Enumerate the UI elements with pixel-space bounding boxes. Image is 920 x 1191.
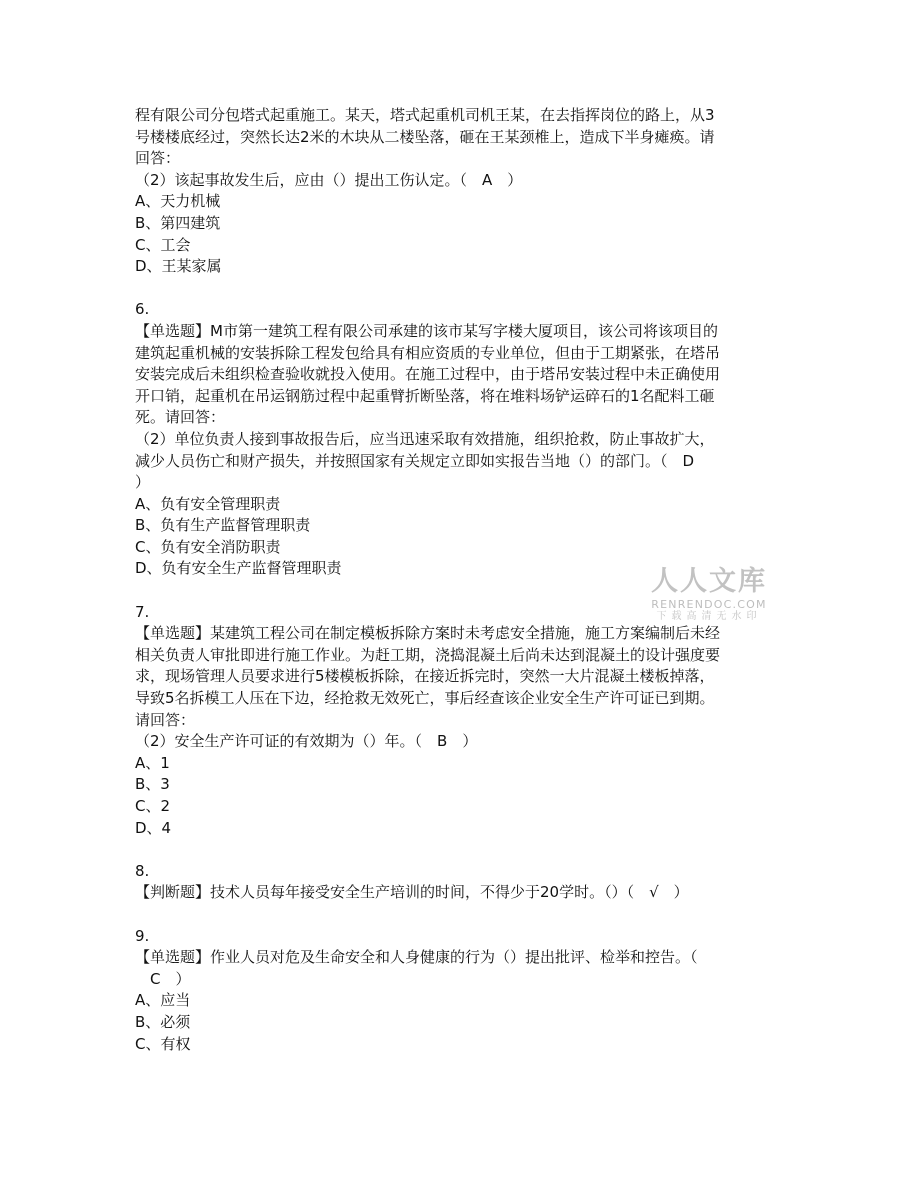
answer-option: C、工会: [135, 235, 191, 254]
answer-option: C、有权: [135, 1034, 191, 1053]
answer-option: B、第四建筑: [135, 213, 221, 232]
question-stem-line: 【单选题】M市第一建筑工程有限公司承建的该市某写字楼大厦项目，该公司将该项目的: [135, 321, 718, 340]
question-stem-line: 死。请回答：: [135, 408, 226, 427]
question-stem-line: 请回答：: [135, 710, 196, 729]
answer-option: C、负有安全消防职责: [135, 537, 281, 556]
answer-option: D、4: [135, 818, 172, 837]
answer-option: B、必须: [135, 1012, 191, 1031]
question-number: 6.: [135, 300, 150, 319]
question-stem-line: 开口销，起重机在吊运钢筋过程中起重臂折断坠落，将在堆料场铲运碎石的1名配料工砸: [135, 386, 715, 405]
watermark: [646, 566, 772, 623]
answer-option: A、应当: [135, 991, 191, 1010]
answer-option: A、天力机械: [135, 192, 221, 211]
question-stem-line: 导致5名拆模工人压在下边，经抢救无效死亡，事后经查该企业安全生产许可证已到期。: [135, 689, 715, 708]
question-number: 8.: [135, 861, 150, 880]
sub-question: ）: [135, 473, 151, 492]
question-stem-line: 程有限公司分包塔式起重施工。某天，塔式起重机司机王某，在去指挥岗位的路上，从3: [135, 106, 715, 124]
question-stem-line: 安装完成后未组织检查验收就投入使用。在施工过程中，由于塔吊安装过程中未正确使用: [135, 365, 721, 384]
question-stem-line: 建筑起重机械的安装拆除工程发包给具有相应资质的专业单位，但由于工期紧张，在塔吊: [135, 343, 721, 362]
answer-option: A、负有安全管理职责: [135, 494, 281, 513]
question-7: [135, 602, 785, 840]
answer-option: D、王某家属: [135, 257, 222, 276]
question-stem-line: C ）: [135, 969, 191, 988]
sub-question: （2）该起事故发生后，应由（）提出工伤认定。（ A ）: [135, 170, 523, 189]
answer-option: B、3: [135, 775, 170, 794]
question-6: [135, 299, 785, 580]
watermark-title: 人人文库: [651, 566, 767, 597]
question-8: [135, 861, 785, 904]
question-stem-line: 号楼楼底经过，突然长达2米的木块从二楼坠落，砸在王某颈椎上，造成下半身瘫痪。请: [135, 127, 715, 146]
watermark-domain: RENRENDOC.COM: [651, 598, 767, 611]
spacer: [135, 278, 785, 300]
question-stem-line: 相关负责人审批即进行施工作业。为赶工期，浇捣混凝土后尚未达到混凝土的设计强度要: [135, 645, 721, 664]
question-9: [135, 926, 785, 1056]
sub-question: （2）单位负责人接到事故报告后，应当迅速采取有效措施，组织抢救，防止事故扩大，: [135, 429, 715, 448]
spacer: [135, 904, 785, 926]
answer-option: C、2: [135, 797, 171, 815]
answer-option: B、负有生产监督管理职责: [135, 516, 311, 535]
spacer: [135, 839, 785, 861]
sub-question: 减少人员伤亡和财产损失，并按照国家有关规定立即如实报告当地（）的部门。（ D: [135, 451, 695, 470]
question-stem-line: 回答：: [135, 149, 181, 168]
answer-option: D、负有安全生产监督管理职责: [135, 559, 342, 578]
question-stem-line: 【判断题】技术人员每年接受安全生产培训的时间，不得少于20学时。（）（ √ ）: [135, 883, 689, 902]
question-5-continued: [135, 105, 785, 278]
question-number: 9.: [135, 926, 150, 945]
watermark-subtitle: 下载高清无水印: [656, 611, 762, 622]
sub-question: （2）安全生产许可证的有效期为（）年。（ B ）: [135, 732, 478, 751]
question-number: 7.: [135, 602, 150, 621]
question-stem-line: 【单选题】某建筑工程公司在制定模板拆除方案时未考虑安全措施，施工方案编制后未经: [135, 624, 721, 643]
question-stem-line: 【单选题】作业人员对危及生命安全和人身健康的行为（）提出批评、检举和控告。（: [135, 948, 698, 967]
answer-option: A、1: [135, 753, 170, 772]
question-stem-line: 求，现场管理人员要求进行5楼模板拆除，在接近拆完时，突然一大片混凝土楼板掉落，: [135, 667, 715, 686]
